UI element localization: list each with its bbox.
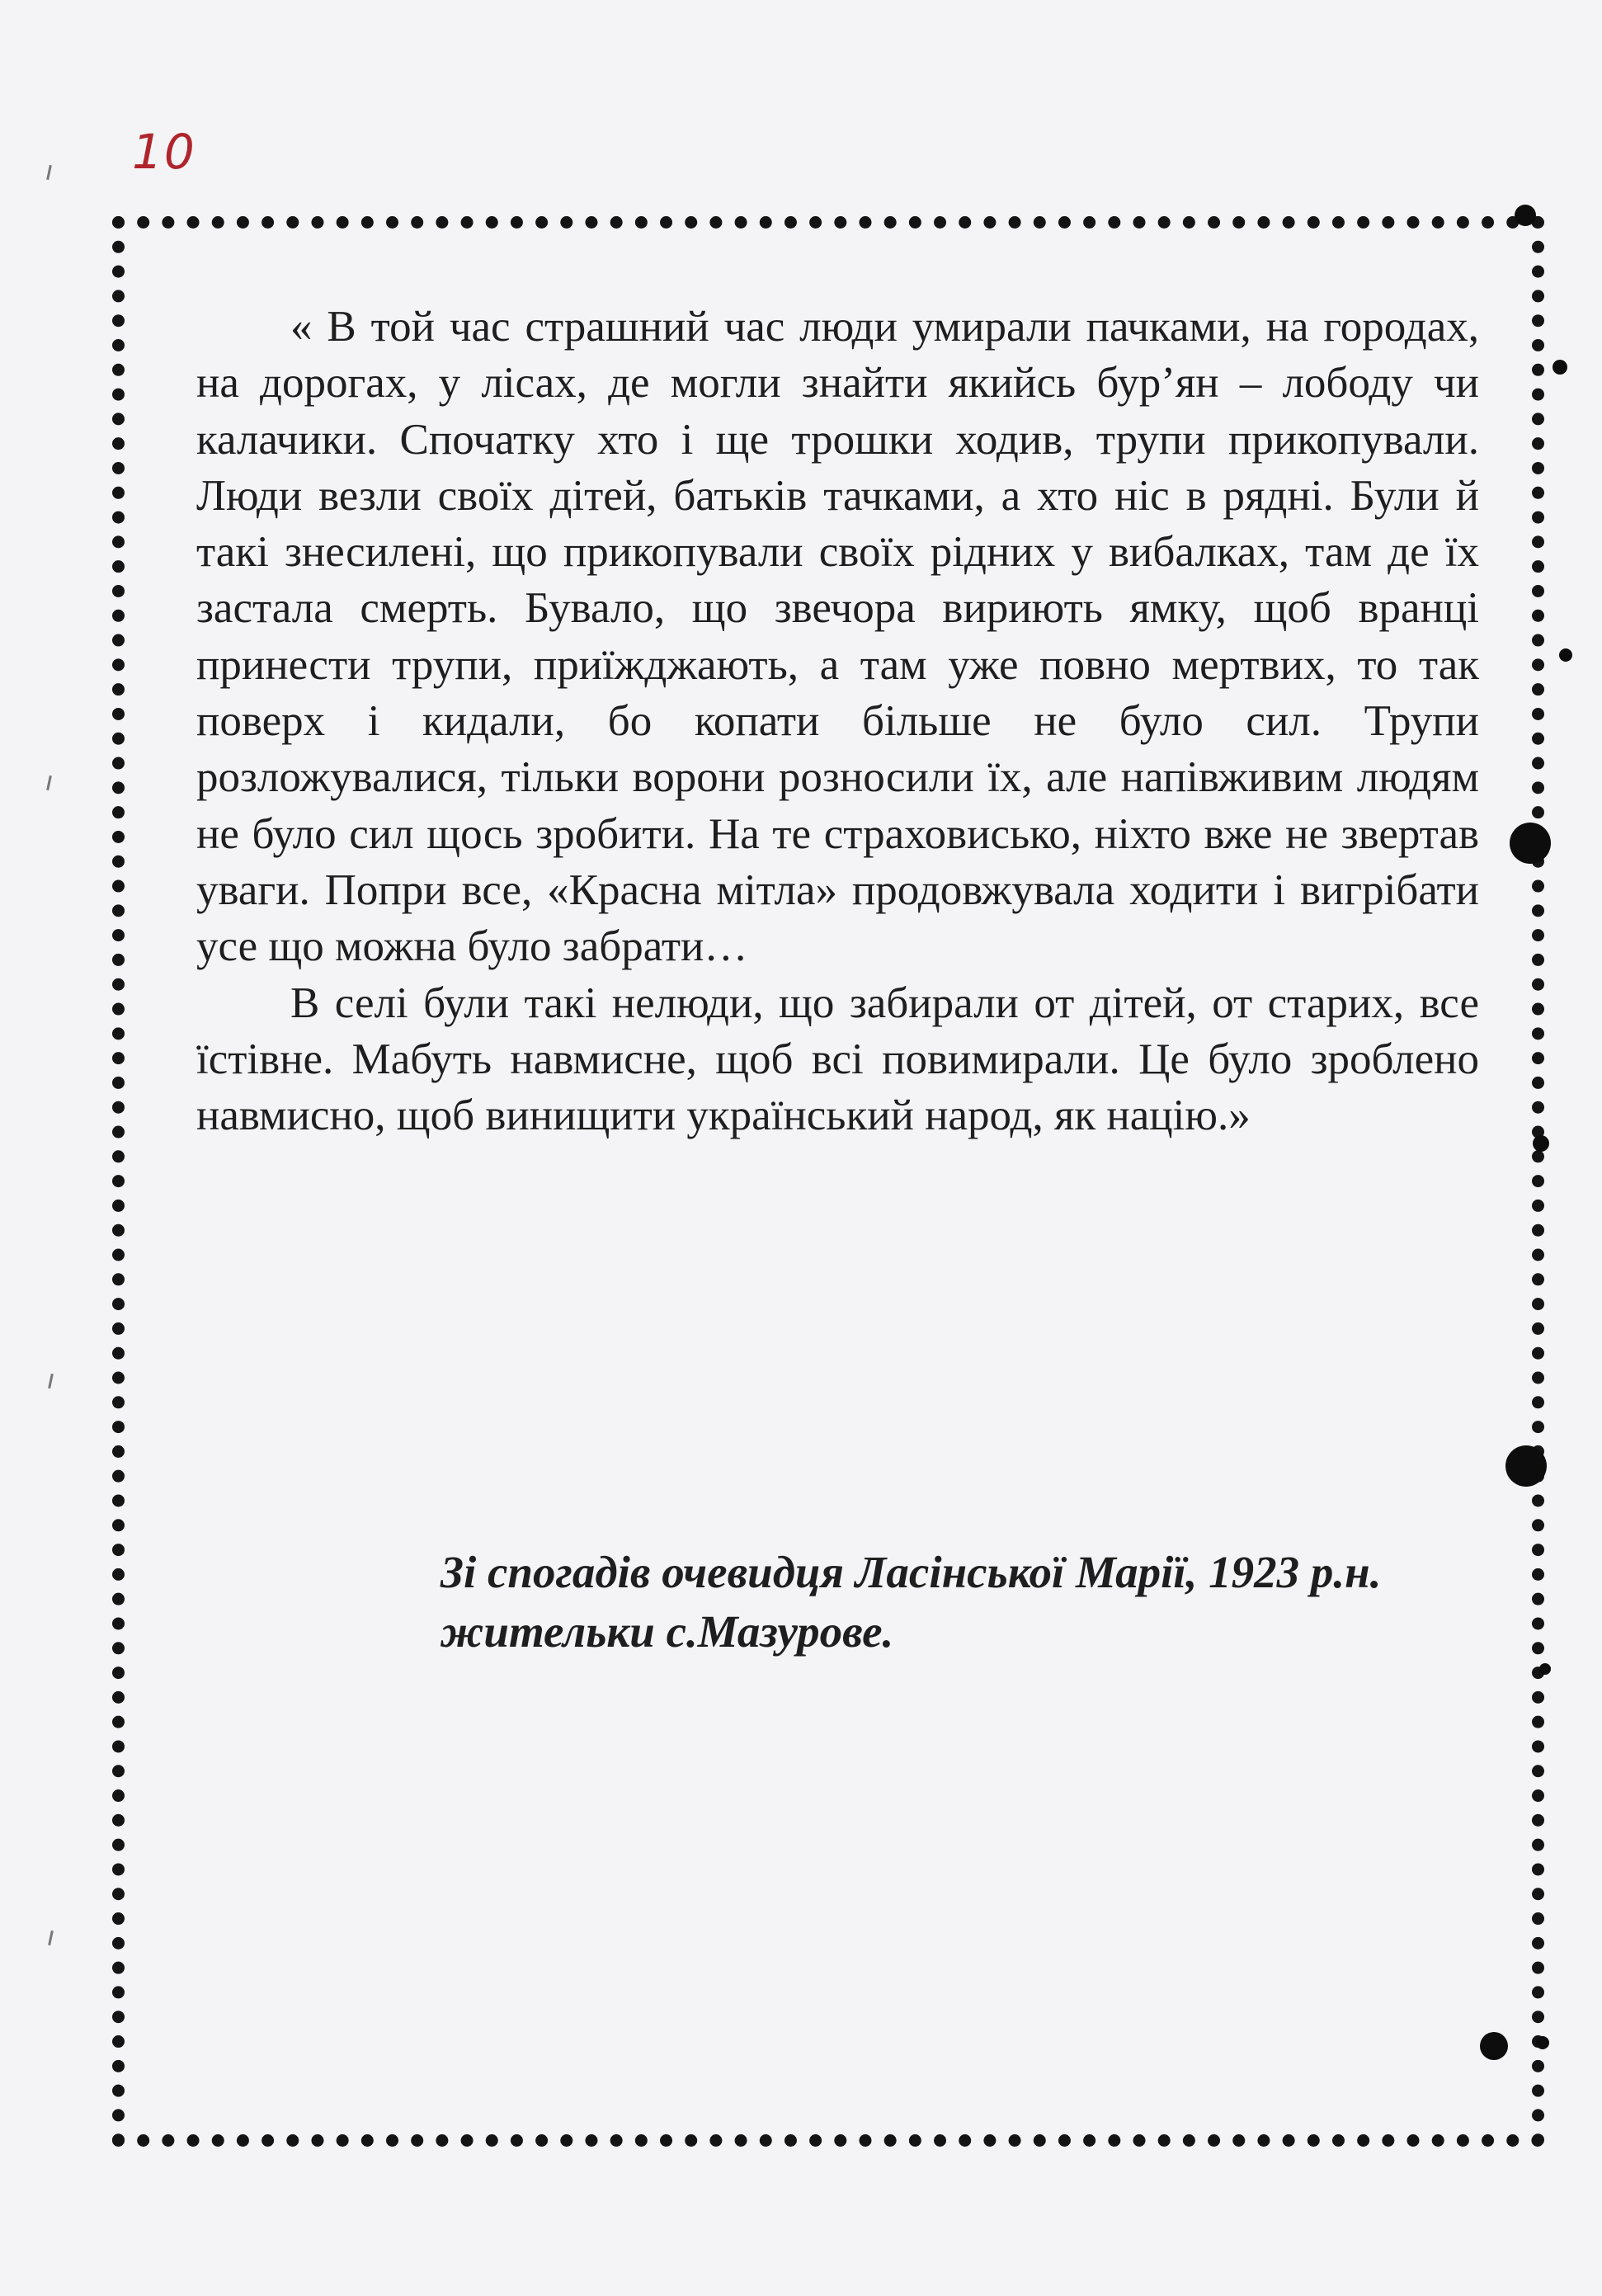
testimony-paragraph-2: В селі були такі нелюди, що забирали от дітей, от старих, все їстівне. Мабуть навмисне, щоб всі повимирали. Це було зроблено навмисно, щоб винищити український народ, як націю.» [196,978,1479,1140]
scan-speck [48,1374,54,1388]
punch-hole-mark [1480,2032,1508,2060]
punch-hole-mark [1539,1663,1551,1675]
punch-hole-mark [1536,2036,1549,2049]
punch-hole-mark [1553,360,1567,375]
punch-hole-mark [1533,1135,1549,1152]
scan-speck [46,776,52,790]
handwritten-page-number: 10 [132,124,196,180]
testimony-paragraph-1: « В той час страшний час люди умирали пачками, на городах, на дорогах, у лісах, де могли знайти якийсь бур’ян – лободу чи калачики. Спочатку хто і ще трошки ходив, трупи прикопували. Люди везли своїх дітей, батьків тачками, а хто ніс в рядні. Були й такі знесилені, що прикопували своїх рідних у вибалках, там де їх застала смерть. Бувало, що звечора вириють ямку, щоб вранці принести трупи, приїжджають, а там уже повно мертвих, то так поверх і кидали, бо копати більше не було сил. Трупи розложувалися, тільки ворони розносили їх, але напівживим людям не було сил щось зробити. На те страховисько, ніхто вже не звертав уваги. Попри все, «Красна мітла» продовжувала ходити і вигрібати усе що можна було забрати… [196,303,1479,971]
scan-speck [48,1931,54,1945]
punch-hole-mark [1510,823,1551,864]
punch-hole-mark [1505,1445,1547,1487]
attribution [441,1543,1488,1662]
attribution-line-2: жительки с.Мазурове. [441,1606,894,1657]
testimony-text [196,299,1479,1143]
punch-hole-mark [1559,648,1572,662]
punch-hole-mark [1515,205,1536,226]
scan-speck [46,165,52,180]
attribution-line-1: Зі спогадів очевидця Ласінської Марії, 1923 р.н. [441,1547,1382,1597]
